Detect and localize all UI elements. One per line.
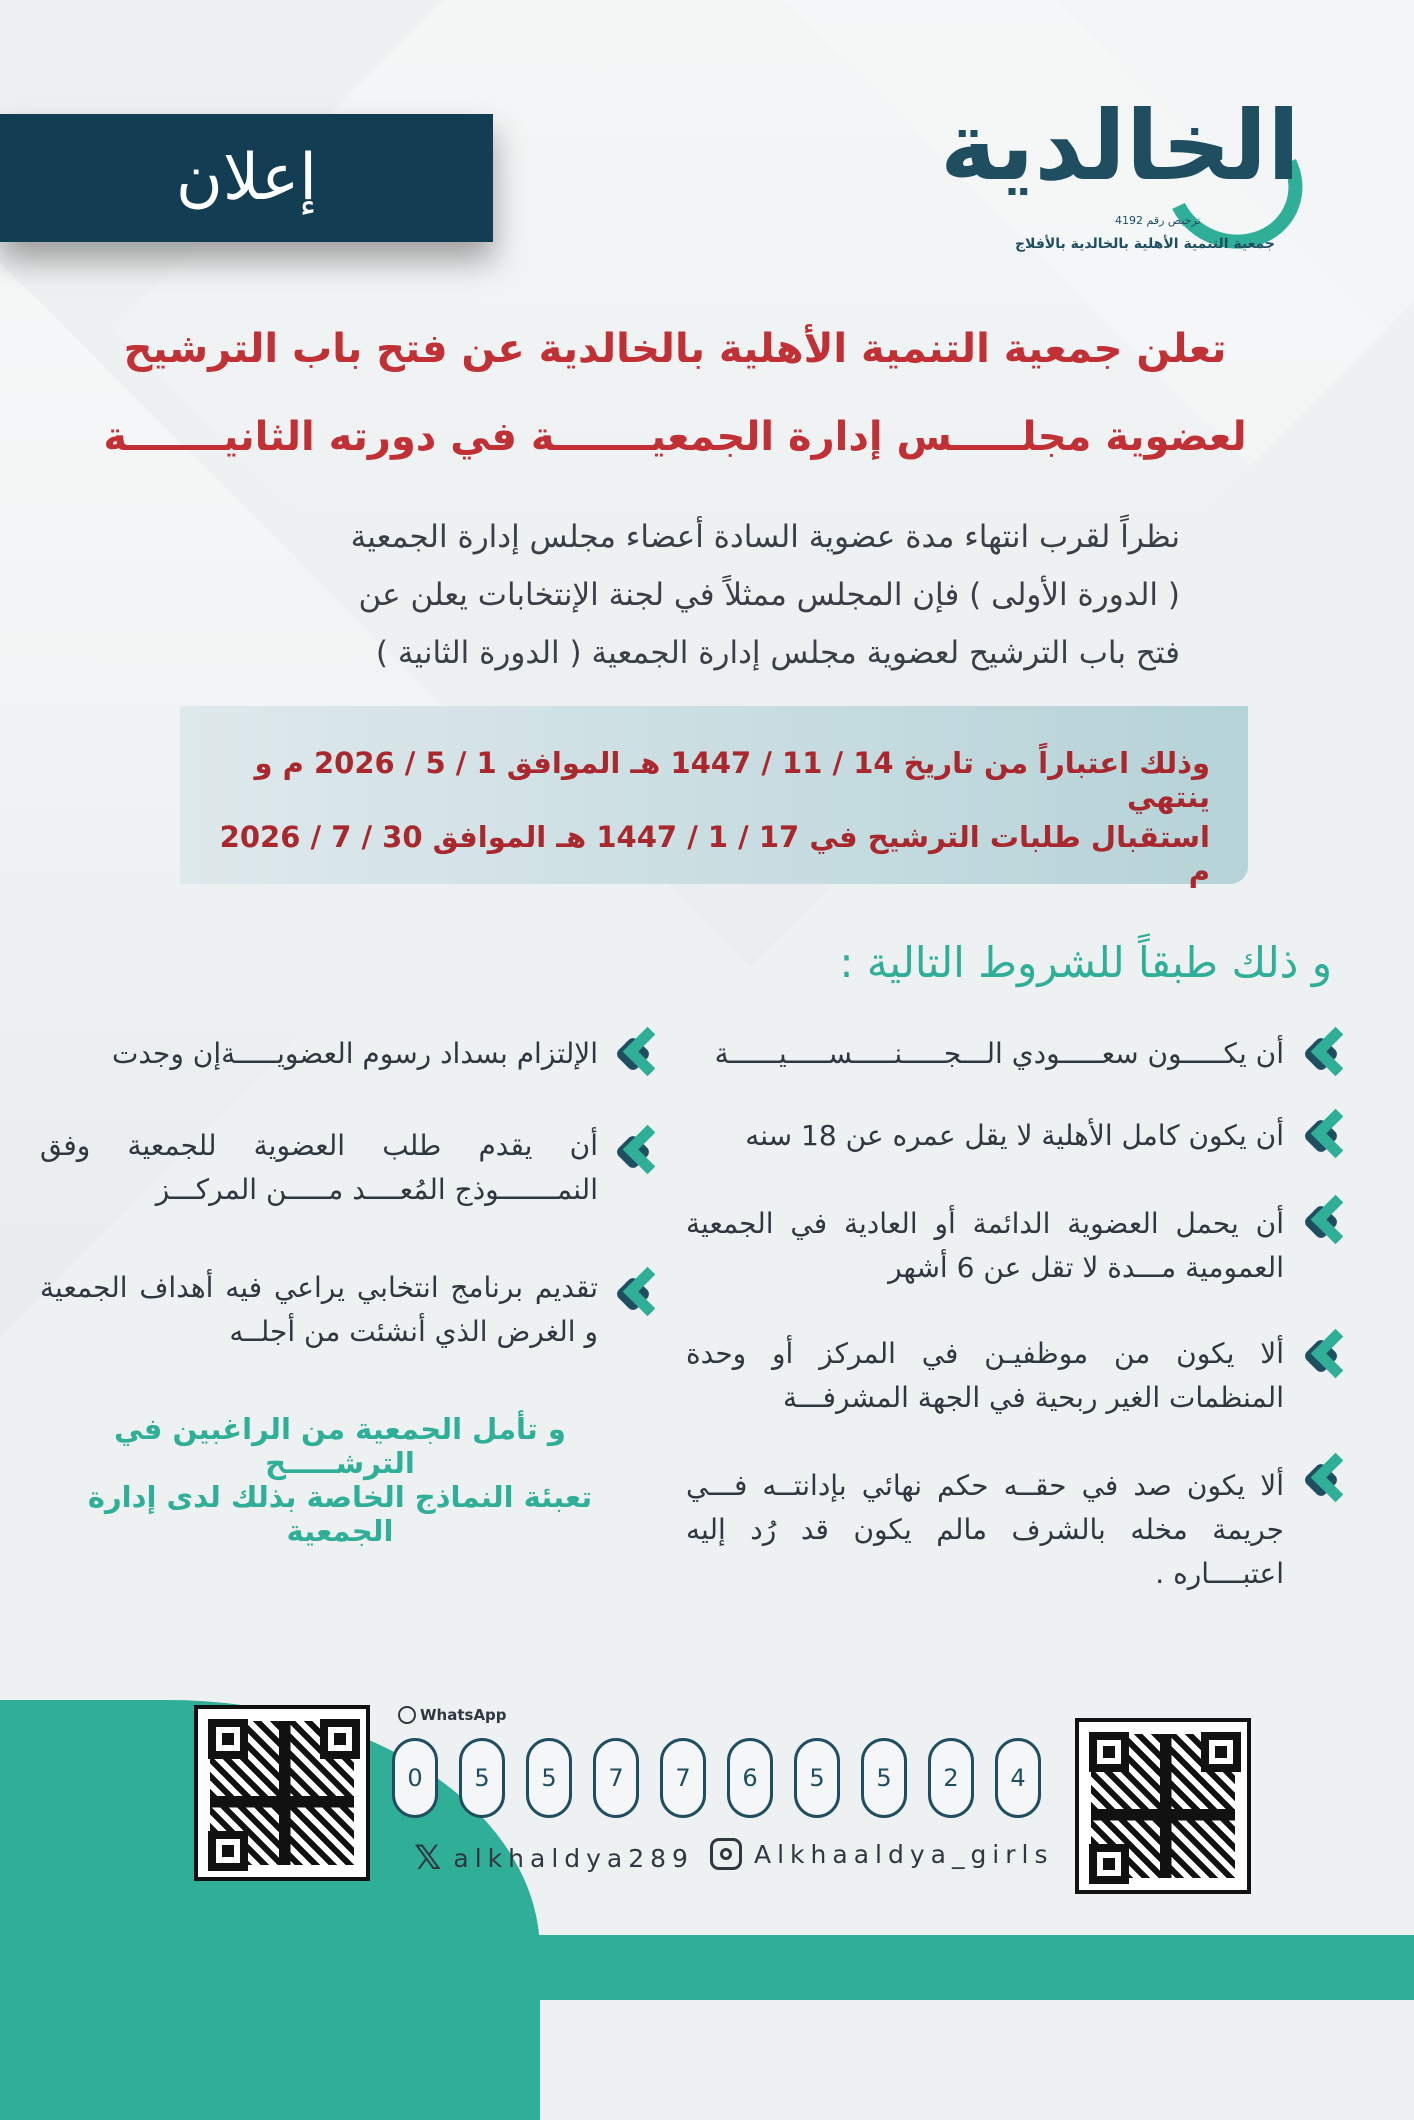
bullet-icon	[612, 1128, 670, 1174]
phone-digit: 5	[459, 1738, 505, 1818]
logo-subtitle: جمعية التنمية الأهلية بالخالدية بالأفلاج	[1014, 236, 1276, 252]
logo	[940, 90, 1310, 258]
announcement-banner	[0, 114, 493, 242]
instagram-account[interactable]	[710, 1838, 1054, 1870]
bullet-icon	[1300, 1456, 1358, 1502]
x-icon: 𝕏	[414, 1838, 442, 1878]
phone-digit: 5	[861, 1738, 907, 1818]
phone-digit: 5	[526, 1738, 572, 1818]
condition-item: أن يحمل العضوية الدائمة أو العادية في الجمعية العمومية مـــدة لا تقل عن 6 أشهر	[686, 1207, 1284, 1284]
dates-line-1: وذلك اعتباراً من تاريخ 14 / 11 / 1447 هـ الموافق 1 / 5 / 2026 م و ينتهي	[254, 746, 1210, 814]
intro-line: ( الدورة الأولى ) فإن المجلس ممثلاً في لجنة الإنتخابات يعلن عن	[358, 577, 1180, 613]
logo-registration: ترخيص رقم 4192	[1115, 214, 1201, 227]
phone-digit: 5	[794, 1738, 840, 1818]
condition-item: أن يكون كامل الأهلية لا يقل عمره عن 18 سنه	[745, 1119, 1284, 1152]
phone-digit: 7	[593, 1738, 639, 1818]
x-handle: alkhaldya289	[453, 1843, 694, 1873]
condition-item: أن يقدم طلب العضوية للجمعية وفق النمـــــــوذج المُعــــد مـــــن المركـــز	[40, 1129, 598, 1206]
condition-item: أن يكـــــون سعـــــودي الـــجـــــنـــــســـــيــــــة	[714, 1037, 1284, 1070]
phone-digit: 7	[660, 1738, 706, 1818]
cta-line-2: تعبئة النماذج الخاصة بذلك لدى إدارة الجمعية	[87, 1480, 593, 1548]
bullet-icon	[1300, 1030, 1358, 1076]
phone-digit: 6	[727, 1738, 773, 1818]
dates-line-2: استقبال طلبات الترشيح في 17 / 1 / 1447 هـ الموافق 30 / 7 / 2026 م	[219, 820, 1210, 888]
bullet-icon	[612, 1270, 670, 1316]
whatsapp-icon	[398, 1706, 416, 1724]
instagram-handle: Alkhaaldya_girls	[754, 1839, 1054, 1869]
headline-line-1: تعلن جمعية التنمية الأهلية بالخالدية عن فتح باب الترشيح	[123, 326, 1227, 372]
intro-line: نظراً لقرب انتهاء مدة عضوية السادة أعضاء مجلس إدارة الجمعية	[350, 519, 1180, 555]
intro-paragraph	[210, 508, 1180, 682]
bullet-icon	[612, 1030, 670, 1076]
headline-line-2: لعضوية مجلـــــس إدارة الجمعيـــــــة في دورته الثانيـــــــة	[103, 414, 1247, 460]
condition-item: الإلتزام بسداد رسوم العضويـــــةإن وجدت	[111, 1037, 598, 1070]
footer-band	[0, 1935, 1414, 2000]
dates-box	[180, 706, 1248, 888]
x-account[interactable]	[414, 1838, 694, 1878]
phone-digit: 4	[995, 1738, 1041, 1818]
bullet-icon	[1300, 1198, 1358, 1244]
condition-item: ألا يكون صد في حقــه حكم نهائي بإدانتــه فـــي جريمة مخله بالشرف مالم يكون قد رُد إليه اعتبــــاره .	[686, 1469, 1284, 1590]
condition-item: ألا يكون من موظفيـن في المركز أو وحدة المنظمات الغير ربحية في الجهة المشرفـــة	[686, 1337, 1284, 1414]
whatsapp-text: WhatsApp	[420, 1706, 507, 1724]
phone-digit: 2	[928, 1738, 974, 1818]
bullet-icon	[1300, 1112, 1358, 1158]
instagram-icon	[710, 1838, 742, 1870]
logo-title: الخالدية	[940, 90, 1300, 202]
intro-line: فتح باب الترشيح لعضوية مجلس إدارة الجمعية ( الدورة الثانية )	[375, 635, 1180, 671]
cta-line-1: و تأمل الجمعية من الراغبين في الترشـــــح	[114, 1412, 566, 1480]
whatsapp-label	[398, 1706, 507, 1724]
announcement-label: إعلان	[175, 141, 318, 215]
phone-digit: 0	[392, 1738, 438, 1818]
phone-number[interactable]	[392, 1738, 1060, 1818]
qr-code-left[interactable]	[194, 1705, 370, 1881]
conditions-title: و ذلك طبقاً للشروط التالية :	[839, 938, 1332, 987]
condition-item: تقديم برنامج انتخابي يراعي فيه أهداف الجمعية و الغرض الذي أنشئت من أجلــه	[40, 1271, 598, 1348]
qr-code-right[interactable]	[1075, 1718, 1251, 1894]
bullet-icon	[1300, 1332, 1358, 1378]
